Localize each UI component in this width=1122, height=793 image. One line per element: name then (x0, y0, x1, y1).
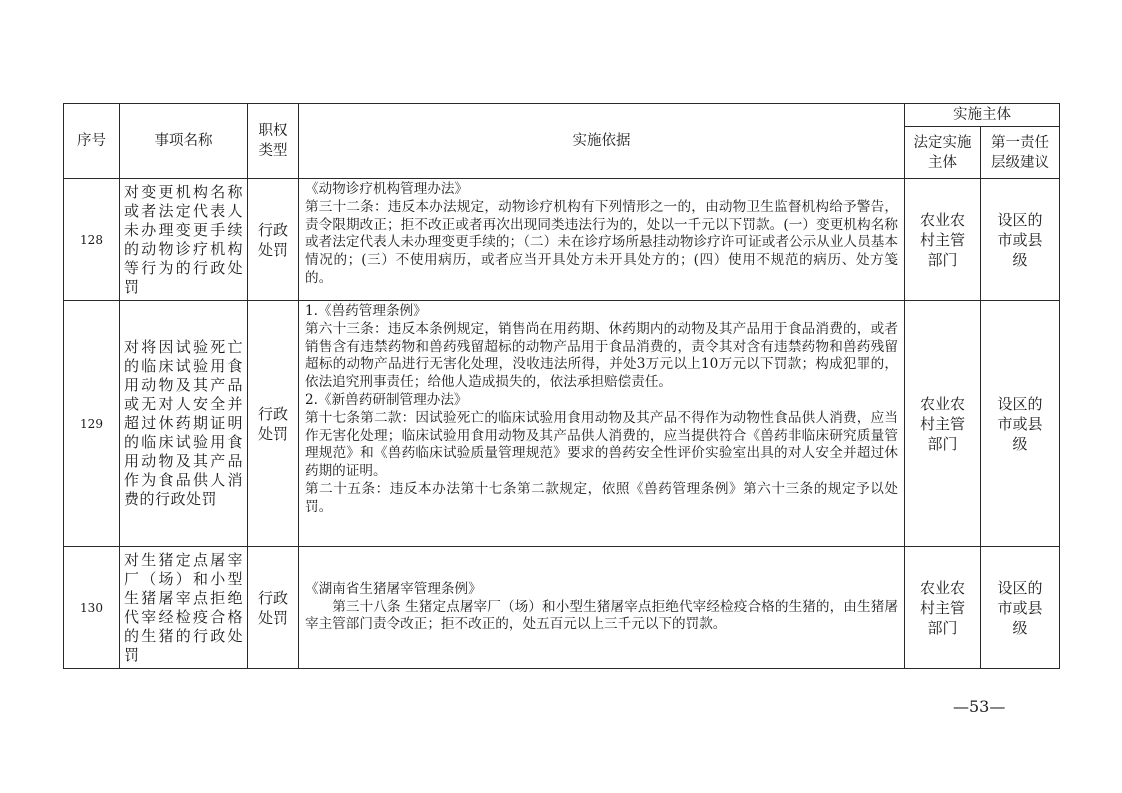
item-name: 对生猪定点屠宰厂（场）和小型生猪屠宰点拒绝代宰经检疫合格的生猪的行政处罚 (120, 547, 248, 669)
legal-subject: 农业农村主管部门 (905, 301, 981, 547)
row-number: 129 (64, 301, 120, 547)
header-name: 事项名称 (120, 104, 248, 179)
basis-paragraph: 第三十八条 生猪定点屠宰厂（场）和小型生猪屠宰点拒绝代宰经检疫合格的生猪的，由生猪屠宰主管部门责令改正；拒不改正的，处五百元以上三千元以下的罚款。 (305, 598, 898, 633)
authority-type: 行政处罚 (248, 547, 299, 669)
basis-paragraph: 第三十二条：违反本办法规定，动物诊疗机构有下列情形之一的，由动物卫生监督机构给予警告，责令限期改正；拒不改正或者再次出现同类违法行为的，处以一千元以下罚款。(一）变更机构名称或者法定代表人未办理变更手续的；（二）未在诊疗场所悬挂动物诊疗许可证或者公示从业人员基本情况的；(三）不使用病历，或者应当开具处方未开具处方的；(四）使用不规范的病历、处方笺的。 (305, 198, 898, 286)
basis-paragraph: 第十七条第二款：因试验死亡的临床试验用食用动物及其产品不得作为动物性食品供人消费，应当作无害化处理；临床试验用食用动物及其产品供人消费的，应当提供符合《兽药非临床研究质量管理规范》和《兽药临床试验质量管理规范》要求的兽药安全性评价实验室出具的对人安全并超过休药期的证明。 (305, 409, 898, 480)
authority-type: 行政处罚 (248, 301, 299, 547)
responsibility-level: 设区的市或县级 (981, 547, 1060, 669)
legal-subject: 农业农村主管部门 (905, 547, 981, 669)
row-number: 128 (64, 179, 120, 301)
basis-paragraph: 第六十三条：违反本条例规定，销售尚在用药期、休药期内的动物及其产品用于食品消费的，或者销售含有违禁药物和兽药残留超标的动物产品用于食品消费的，责令其对含有违禁药物和兽药残留超标的动物产品进行无害化处理，没收违法所得，并处3万元以上10万元以下罚款；构成犯罪的，依法追究刑事责任；给他人造成损失的，依法承担赔偿责任。 (305, 320, 898, 391)
header-subject-group: 实施主体 (905, 104, 1060, 127)
basis-paragraph: 第二十五条：违反本办法第十七条第二款规定，依照《兽药管理条例》第六十三条的规定予以处罚。 (305, 480, 898, 515)
table-row (64, 301, 1060, 547)
item-name: 对将因试验死亡的临床试验用食用动物及其产品或无对人安全并超过休药期证明的临床试验用食用动物及其产品作为食品供人消费的行政处罚 (120, 301, 248, 547)
basis-paragraph: 《湖南省生猪屠宰管理条例》 (305, 580, 482, 597)
legal-subject: 农业农村主管部门 (905, 179, 981, 301)
table-row (64, 179, 1060, 301)
basis-paragraph: 1.《兽药管理条例》 (305, 303, 427, 319)
basis-paragraph: 2.《新兽药研制管理办法》 (305, 391, 468, 408)
basis-cell (299, 301, 905, 547)
page-number: —53— (953, 697, 1006, 716)
item-name: 对变更机构名称或者法定代表人未办理变更手续的动物诊疗机构等行为的行政处罚 (120, 179, 248, 301)
basis-paragraph: 《动物诊疗机构管理办法》 (305, 181, 469, 197)
header-responsibility: 第一责任层级建议 (981, 127, 1060, 179)
basis-cell (299, 179, 905, 301)
responsibility-level: 设区的市或县级 (981, 301, 1060, 547)
row-number: 130 (64, 547, 120, 669)
header-legal-subject: 法定实施主体 (905, 127, 981, 179)
table-row (64, 547, 1060, 669)
regulation-table (63, 103, 1060, 669)
header-row-top (64, 104, 1060, 127)
header-type: 职权类型 (248, 104, 299, 179)
authority-type: 行政处罚 (248, 179, 299, 301)
header-seq: 序号 (64, 104, 120, 179)
header-basis: 实施依据 (299, 104, 905, 179)
basis-cell (299, 547, 905, 669)
responsibility-level: 设区的市或县级 (981, 179, 1060, 301)
